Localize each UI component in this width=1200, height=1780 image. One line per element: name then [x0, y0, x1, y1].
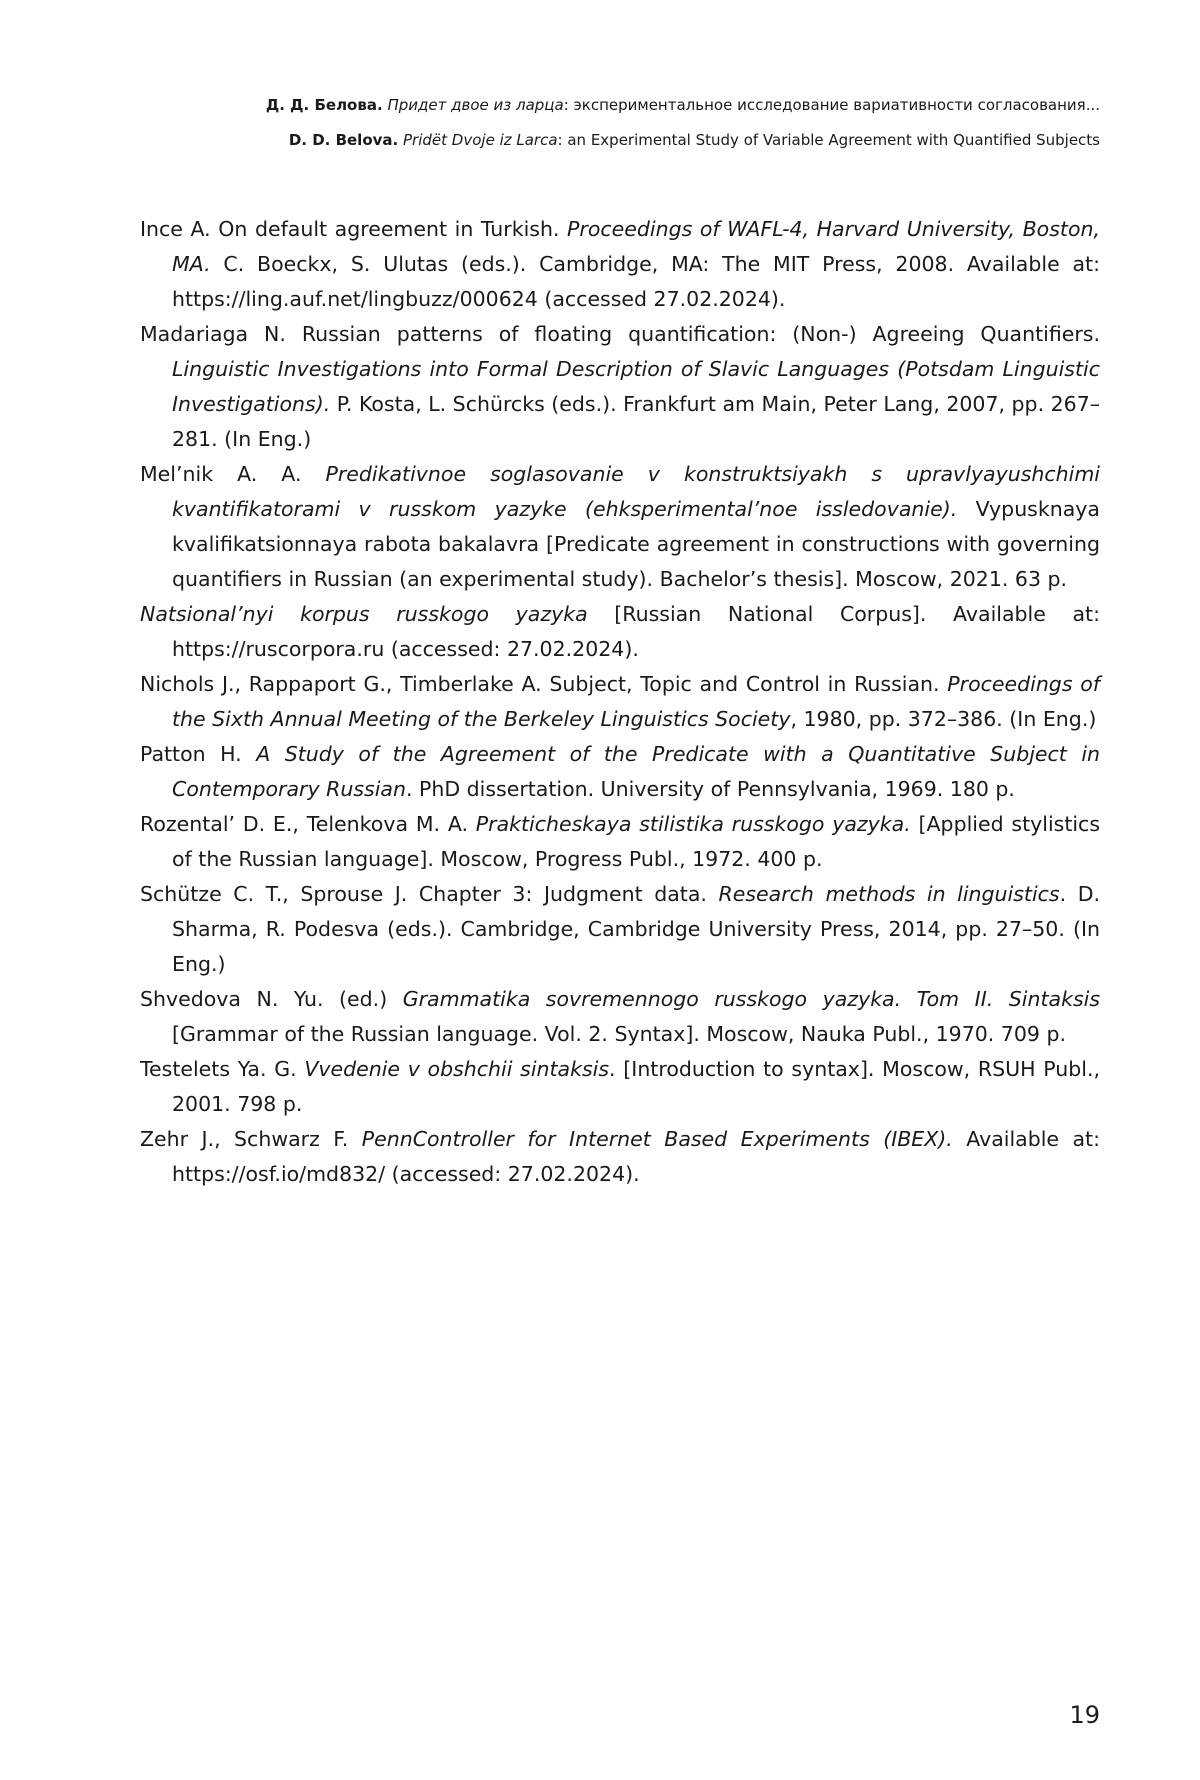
reference-entry-zehr [140, 1122, 1100, 1192]
ref-text: Vypusknaya kvalifikatsionnaya rabota bakalavra [Predicate agreement in constructions with governing quantifiers in Russian (an experimental study). Bachelor’s thesis]. Moscow, 2021. 63 p. [172, 497, 1100, 591]
ref-italic-title: PennController for Internet Based Experiments (IBEX). [361, 1127, 953, 1151]
reference-entry-nichols [140, 667, 1100, 737]
ref-text: . [Introduction to syntax]. Moscow, RSUH Publ., 2001. 798 p. [172, 1057, 1100, 1116]
reference-entry-patton [140, 737, 1100, 807]
ref-italic-title: Proceedings of the Sixth Annual Meeting of the Berkeley Linguistics Society [172, 672, 1100, 731]
ref-text: [Russian National Corpus]. Available at: https://ruscorpora.ru (accessed: 27.02.2024). [172, 602, 1100, 661]
header-author-en: D. D. Belova. [288, 131, 399, 149]
ref-text: Nichols J., Rappaport G., Timberlake A. Subject, Topic and Control in Russian. [140, 672, 948, 696]
ref-italic-title: Predikativnoe soglasovanie v konstruktsiyakh s upravlyayushchimi kvantifikatorami v russkom yazyke (ehksperimental’noe issledovanie). [172, 462, 1100, 521]
header-rest-ru: : экспериментальное исследование вариативности согласования... [563, 96, 1100, 114]
ref-text: [Applied stylistics of the Russian language]. Moscow, Progress Publ., 1972. 400 p. [172, 812, 1101, 871]
header-rest-en: : an Experimental Study of Variable Agreement with Quantified Subjects [557, 131, 1100, 149]
ref-text: Madariaga N. Russian patterns of floating quantification: (Non-) Agreeing Quantifiers. [140, 322, 1100, 346]
reference-entry-schutze [140, 877, 1100, 982]
ref-text: Zehr J., Schwarz F. [140, 1127, 362, 1151]
ref-italic-title: Linguistic Investigations into Formal Description of Slavic Languages (Potsdam Linguistic Investigations). [172, 357, 1100, 416]
reference-entry-natsionalnyi-korpus [140, 597, 1100, 667]
reference-list [140, 212, 1100, 1192]
ref-text: Testelets Ya. G. [140, 1057, 305, 1081]
ref-text: Schütze C. T., Sprouse J. Chapter 3: Judgment data. [140, 882, 719, 906]
running-header-en [252, 123, 1100, 158]
reference-entry-melnik [140, 457, 1100, 597]
ref-italic-title: A Study of the Agreement of the Predicate with a Quantitative Subject in Contemporary Russian [172, 742, 1101, 801]
ref-text: Shvedova N. Yu. (ed.) [140, 987, 403, 1011]
reference-entry-ince [140, 212, 1100, 317]
ref-text: [Grammar of the Russian language. Vol. 2. Syntax]. Moscow, Nauka Publ., 1970. 709 p. [172, 1022, 1066, 1046]
page-number: 19 [1069, 1701, 1100, 1729]
ref-italic-title: Proceedings of WAFL-4, Harvard University, Boston, MA. [172, 217, 1100, 276]
ref-text: P. Kosta, L. Schürcks (eds.). Frankfurt am Main, Peter Lang, 2007, pp. 267–281. (In Eng.) [172, 392, 1100, 451]
reference-entry-testelets [140, 1052, 1100, 1122]
running-header [252, 88, 1100, 158]
reference-entry-rozental [140, 807, 1100, 877]
ref-italic-title: Research methods in linguistics [718, 882, 1060, 906]
running-header-ru [252, 88, 1100, 123]
header-title-ru: Придет двое из ларца [387, 96, 564, 114]
ref-text: Ince A. On default agreement in Turkish. [140, 217, 568, 241]
ref-italic-title: Natsional’nyi korpus russkogo yazyka [140, 602, 588, 626]
ref-text: C. Boeckx, S. Ulutas (eds.). Cambridge, MA: The MIT Press, 2008. Available at: https://ling.auf.net/lingbuzz/000624 (accessed 27.02.2024). [172, 252, 1100, 311]
ref-text: Patton H. [140, 742, 257, 766]
ref-italic-title: Grammatika sovremennogo russkogo yazyka. Tom II. Sintaksis [402, 987, 1101, 1011]
header-author-ru: Д. Д. Белова. [265, 96, 383, 114]
reference-entry-madariaga [140, 317, 1100, 457]
ref-text: Mel’nik A. A. [140, 462, 326, 486]
ref-italic-title: Prakticheskaya stilistika russkogo yazyka. [475, 812, 911, 836]
header-title-en: Pridët Dvoje iz Larca [403, 131, 558, 149]
ref-text: , 1980, pp. 372–386. (In Eng.) [790, 707, 1097, 731]
ref-text: . PhD dissertation. University of Pennsylvania, 1969. 180 p. [405, 777, 1015, 801]
reference-entry-shvedova [140, 982, 1100, 1052]
ref-text: Rozental’ D. E., Telenkova M. A. [140, 812, 476, 836]
ref-italic-title: Vvedenie v obshchii sintaksis [304, 1057, 610, 1081]
ref-text: Available at: https://osf.io/md832/ (accessed: 27.02.2024). [172, 1127, 1100, 1186]
ref-text: . D. Sharma, R. Podesva (eds.). Cambridge, Cambridge University Press, 2014, pp. 27–50. (In Eng.) [172, 882, 1101, 976]
